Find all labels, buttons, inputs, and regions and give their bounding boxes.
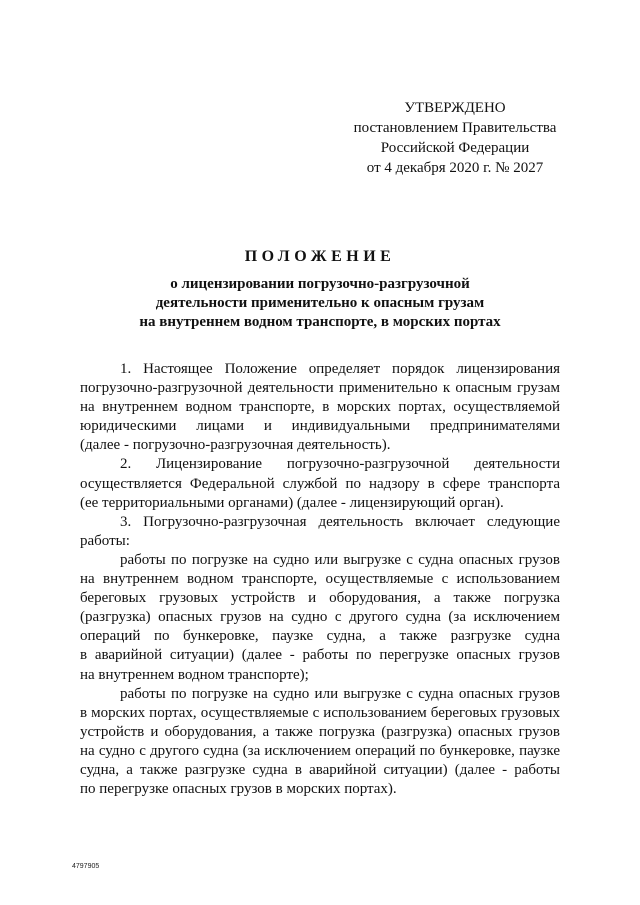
- paragraph-line: работы по погрузке на судно или выгрузке с судна опасных грузов: [120, 685, 560, 702]
- paragraph: [80, 685, 560, 800]
- subtitle-line: деятельности применительно к опасным грузам: [155, 295, 485, 311]
- paragraph-line: 2. Лицензирование погрузочно-разгрузочной деятельности: [120, 456, 560, 473]
- paragraph: [80, 551, 560, 685]
- paragraph-line: погрузочно-разгрузочной деятельности применительно к опасным грузам: [80, 380, 560, 397]
- paragraph-line: операций по бункеровке, паузке судна, а также разгрузке судна: [80, 628, 560, 645]
- approval-authority: Российской Федерации: [380, 140, 530, 156]
- paragraph-line: (ее территориальными органами) (далее - лицензирующий орган).: [80, 494, 504, 511]
- paragraph: [80, 455, 560, 512]
- paragraph-line: работы:: [80, 532, 130, 549]
- paragraph-line: (далее - погрузочно-разгрузочная деятельность).: [80, 437, 391, 454]
- paragraph: [80, 513, 560, 551]
- paragraph-line: 3. Погрузочно-разгрузочная деятельность включает следующие: [120, 513, 560, 530]
- paragraph-line: на внутреннем водном транспорте, в морских портах, осуществляемой: [80, 399, 560, 416]
- paragraph-line: устройств и оборудования, а также погрузка (разгрузка) опасных грузов: [80, 723, 560, 740]
- paragraph-line: осуществляется Федеральной службой по надзору в сфере транспорта: [80, 475, 560, 492]
- approval-decree: постановлением Правительства: [353, 120, 557, 136]
- paragraph-line: береговых грузовых устройств и оборудования, а также погрузка: [80, 590, 560, 607]
- paragraph-line: по перегрузке опасных грузов в морских портах).: [80, 781, 397, 798]
- paragraph: [80, 360, 560, 455]
- paragraph-line: работы по погрузке на судно или выгрузке с судна опасных грузов: [120, 551, 560, 568]
- document-body: [80, 360, 560, 799]
- paragraph-line: на внутреннем водном транспорте);: [80, 666, 309, 683]
- approval-date-number: от 4 декабря 2020 г. № 2027: [366, 160, 544, 176]
- paragraph-line: (разгрузка) опасных грузов на судно с другого судна (за исключением: [80, 609, 560, 626]
- paragraph-line: на судно с другого судна (за исключением операций по бункеровке, паузке: [80, 742, 560, 759]
- paragraph-line: 1. Настоящее Положение определяет порядок лицензирования: [120, 361, 560, 377]
- document-subtitle: [80, 275, 560, 332]
- paragraph-line: на внутреннем водном транспорте, осуществляемые с использованием: [80, 571, 560, 588]
- document-code: 4797905: [72, 863, 100, 870]
- approval-heading: УТВЕРЖДЕНО: [404, 100, 506, 116]
- approval-block: [340, 98, 570, 178]
- paragraph-line: в аварийной ситуации) (далее - работы по перегрузке опасных грузов: [80, 647, 560, 664]
- paragraph-line: юридическими лицами и индивидуальными предпринимателями: [80, 418, 560, 435]
- paragraph-line: судна, а также разгрузке судна в аварийной ситуации) (далее - работы: [80, 761, 560, 778]
- document-title: ПОЛОЖЕНИЕ: [244, 248, 396, 265]
- subtitle-line: о лицензировании погрузочно-разгрузочной: [170, 276, 470, 292]
- subtitle-line: на внутреннем водном транспорте, в морских портах: [139, 314, 501, 330]
- paragraph-line: в морских портах, осуществляемые с использованием береговых грузовых: [80, 704, 560, 721]
